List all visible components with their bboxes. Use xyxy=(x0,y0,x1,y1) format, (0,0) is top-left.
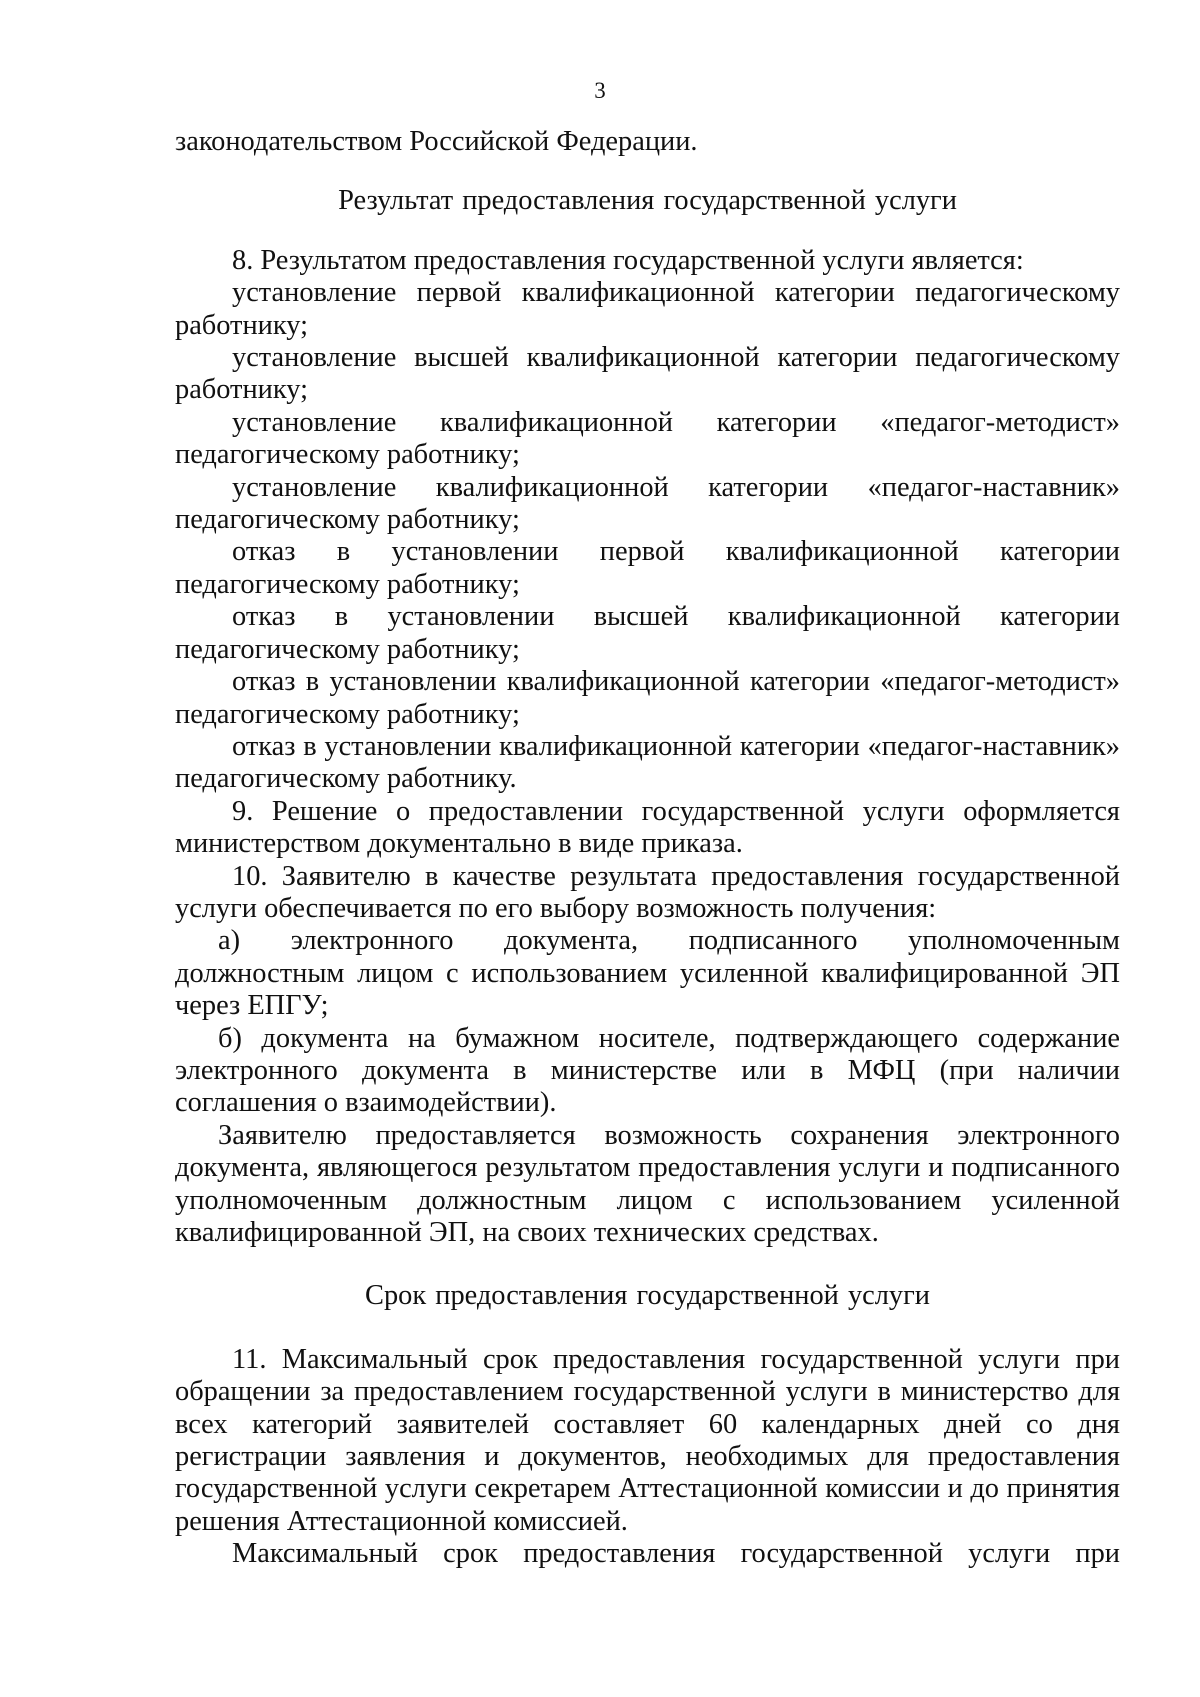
paragraph-9: 9. Решение о предоставлении государственной услуги оформляется министерством документально в виде приказа. xyxy=(175,795,1120,860)
document-body xyxy=(175,126,1120,1571)
paragraph-applicant-saving: Заявителю предоставляется возможность сохранения электронного документа, являющегося результатом предоставления услуги и подписанного уполномоченным должностным лицом с использованием усиленной квалифицированной ЭП, на своих технических средствах. xyxy=(175,1119,1120,1248)
list-item: отказ в установлении квалификационной категории «педагог-методист» педагогическому работнику; xyxy=(175,666,1120,730)
paragraph-continuation: законодательством Российской Федерации. xyxy=(175,126,698,157)
section-heading-term: Срок предоставления государственной услуги xyxy=(365,1280,930,1312)
list-item-b: б) документа на бумажном носителе, подтверждающего содержание электронного документа в министерстве или в МФЦ (при наличии соглашения о взаимодействии). xyxy=(175,1022,1120,1119)
list-item: отказ в установлении первой квалификационной категории педагогическому работнику; xyxy=(175,536,1120,600)
list-item: установление квалификационной категории «педагог-методист» педагогическому работнику; xyxy=(175,406,1120,471)
list-item: отказ в установлении квалификационной категории «педагог-наставник» педагогическому работнику. xyxy=(175,730,1120,795)
list-item: отказ в установлении высшей квалификационной категории педагогическому работнику; xyxy=(175,601,1120,665)
paragraph-11: 11. Максимальный срок предоставления государственной услуги при обращении за предоставлением государственной услуги в министерство для всех категорий заявителей составляет 60 календарных дней со дня регистрации заявления и документов, необходимых для предоставления государственной услуги секретарем Аттестационной комиссии и до принятия решения Аттестационной комиссией. xyxy=(175,1343,1120,1537)
paragraph-8: 8. Результатом предоставления государственной услуги является: xyxy=(232,244,1024,276)
paragraph-10: 10. Заявителю в качестве результата предоставления государственной услуги обеспечивается по его выбору возможность получения: xyxy=(175,860,1120,924)
list-item: установление высшей квалификационной категории педагогическому работнику; xyxy=(175,342,1120,406)
list-item: установление квалификационной категории «педагог-наставник» педагогическому работнику; xyxy=(175,471,1120,536)
list-item-a: а) электронного документа, подписанного уполномоченным должностным лицом с использованием усиленной квалифицированной ЭП через ЕПГУ; xyxy=(175,925,1120,1022)
section-heading-result: Результат предоставления государственной услуги xyxy=(338,185,957,217)
list-item: установление первой квалификационной категории педагогическому работнику; xyxy=(175,277,1120,341)
page-number: 3 xyxy=(594,78,606,103)
paragraph-max-term: Максимальный срок предоставления государственной услуги при xyxy=(232,1538,1120,1570)
